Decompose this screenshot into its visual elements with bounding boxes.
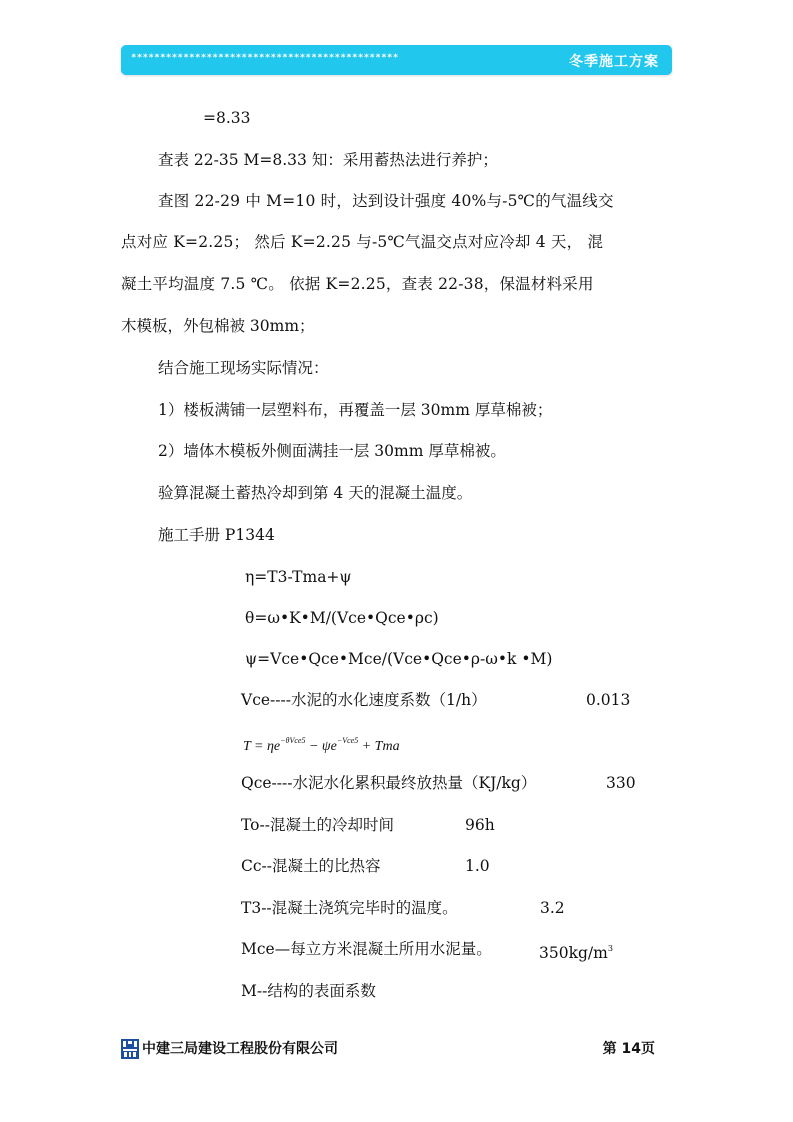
formula-exponent-1: −θVce5 — [280, 736, 306, 745]
paragraph-line: 验算混凝土蓄热冷却到第 4 天的混凝土温度。 — [158, 484, 473, 502]
paragraph-line: 凝土平均温度 7.5 ℃。 依据 K=2.25，查表 22-38，保温材料采用 — [121, 275, 594, 293]
mce-value-text: 350kg/m — [539, 944, 608, 962]
cc-label: Cc--混凝土的比热容 — [241, 857, 381, 875]
paragraph-line: 结合施工现场实际情况： — [158, 359, 329, 377]
footer — [121, 1037, 672, 1061]
to-label: To--混凝土的冷却时间 — [241, 816, 394, 834]
cc-value: 1.0 — [465, 857, 490, 875]
mce-unit-sup: 3 — [607, 944, 613, 953]
paragraph-line: 木模板，外包棉被 30mm； — [121, 317, 315, 335]
company-name: 中建三局建设工程股份有限公司 — [142, 1041, 338, 1057]
paragraph-line: 查图 22-29 中 M=10 时，达到设计强度 40%与-5℃的气温线交 — [158, 192, 614, 210]
paragraph-line: 点对应 K=2.25； 然后 K=2.25 与-5℃气温交点对应冷却 4 天， 混 — [121, 233, 604, 251]
paragraph-line: 查表 22-35 M=8.33 知：采用蓄热法进行养护； — [158, 151, 498, 169]
page-number: 第 14页 — [602, 1041, 655, 1057]
vce-value: 0.013 — [586, 691, 631, 709]
equation-theta: θ=ω•K•M/(Vce•Qce•ρc) — [245, 609, 439, 627]
reference-line: 施工手册 P1344 — [158, 526, 275, 544]
vce-label: Vce----水泥的水化速度系数（1/h） — [241, 691, 487, 709]
mce-label: Mce—每立方米混凝土所用水泥量。 — [241, 940, 492, 958]
t3-value: 3.2 — [540, 899, 565, 917]
eq-result: =8.33 — [203, 109, 251, 127]
header-title: 冬季施工方案 — [569, 54, 659, 70]
to-value: 96h — [465, 816, 495, 834]
formula-rhs: + Tma — [358, 739, 400, 754]
building-logo-icon — [121, 1039, 139, 1059]
qce-value: 330 — [606, 774, 636, 792]
equation-psi: ψ=Vce•Qce•Mce/(Vce•Qce•ρ-ω•k •M) — [245, 650, 553, 668]
formula-mid: − ψe — [305, 739, 337, 754]
t3-label: T3--混凝土浇筑完毕时的温度。 — [241, 899, 458, 917]
formula-exponent-2: −Vce5 — [336, 736, 359, 745]
header-stars: ********************************************** — [131, 53, 399, 63]
equation-eta: η=T3-Tma+ψ — [245, 568, 352, 586]
temperature-formula — [243, 731, 400, 757]
formula-lhs: T = ηe — [243, 739, 281, 754]
m-label: M--结构的表面系数 — [241, 982, 376, 1000]
list-item: 2）墙体木模板外侧面满挂一层 30mm 厚草棉被。 — [158, 442, 506, 460]
header-bar — [121, 45, 672, 75]
list-item: 1）楼板满铺一层塑料布，再覆盖一层 30mm 厚草棉被； — [158, 401, 553, 419]
mce-value — [539, 939, 613, 963]
qce-label: Qce----水泥水化累积最终放热量（KJ/kg） — [241, 774, 537, 792]
